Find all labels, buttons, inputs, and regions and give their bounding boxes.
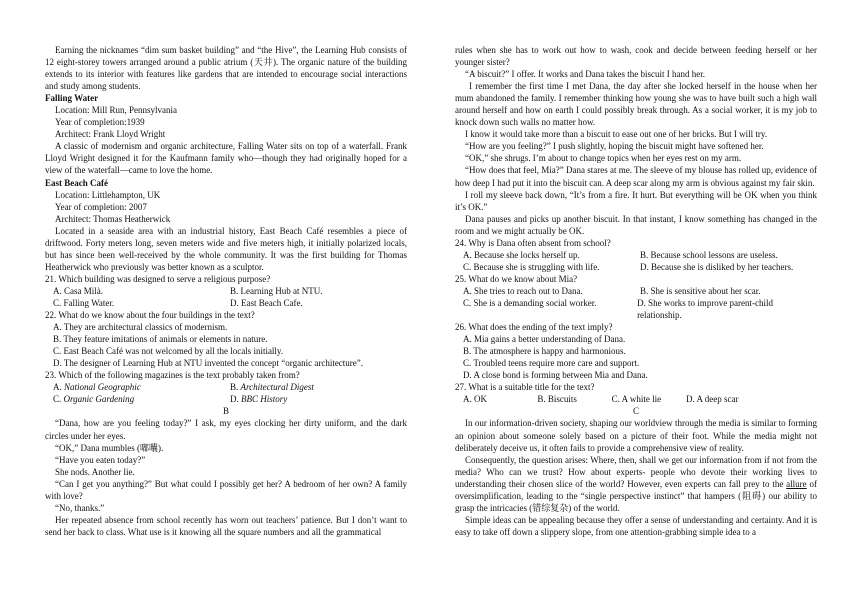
question-24-options-row-1 [455, 249, 817, 261]
passage-b-paragraph-2: “OK,” Dana mumbles (嘟囔). [55, 442, 164, 453]
east-beach-cafe-architect: Architect: Thomas Heatherwick [55, 213, 171, 224]
question-26: 26. What does the ending of the text imply? [455, 322, 613, 333]
q21-option-a: A. Casa Milà. [53, 285, 103, 296]
q27-option-d: D. A deep scar [685, 394, 739, 405]
q27-option-b: B. Biscuits [537, 394, 577, 405]
q24-option-a: A. Because she locks herself up. [463, 249, 580, 260]
q21-option-b: B. Learning Hub at NTU. [230, 285, 323, 296]
passage-b-paragraph-3: “Have you eaten today?” [55, 454, 146, 465]
passage-c-paragraph-2-start: Consequently, the question arises: Where, then, shall we get our information from if not from the media? Who can we trust? How about experts- people who devote their working lives to understanding their chosen slice of the world? However, even experts can fall prey to the [455, 454, 817, 489]
passage-b-paragraph-9: I remember the first time I met Dana, the day after she locked herself in the house when her mum abandoned the family. I remember thinking how young she was to have built such a high wall around herself and how on earth I could possibly break through. As a social worker, it is my job to knock down such walls no matter how. [455, 81, 817, 128]
q24-option-d: D. Because she is disliked by her teachers. [640, 261, 794, 272]
q22-option-d: D. The designer of Learning Hub at NTU invented the concept “organic architecture”. [53, 358, 364, 369]
passage-b-paragraph-8: “A biscuit?” I offer. It works and Dana takes the biscuit I hand her. [465, 69, 706, 80]
question-25-options-row-2 [455, 297, 817, 321]
q27-option-c: C. A white lie [611, 394, 662, 405]
q23-option-b-letter: B. [230, 382, 241, 393]
hive-paragraph: Earning the nicknames “dim sum basket building” and “the Hive”, the Learning Hub consists of 12 eight-storey towers arranged around a public atrium (天井). The organic nature of the building extends to its interior with features like gardens that are intended to encourage social interactions and study among students. [45, 45, 407, 92]
falling-water-heading: Falling Water [45, 93, 99, 104]
question-25: 25. What do we know about Mia? [455, 273, 578, 284]
q23-option-d [230, 393, 287, 405]
passage-c-paragraph-2-end: of oversimplification, leading to the “single perspective instinct” that hampers (阻碍) our ability to grasp the intricacies (错综复杂) of the world. [455, 478, 817, 513]
q24-option-c: C. Because she is struggling with life. [463, 261, 600, 272]
question-21-options-row-1 [45, 285, 407, 297]
passage-b-paragraph-10: I know it would take more than a biscuit to ease out one of her bricks. But I will try. [465, 129, 768, 140]
passage-b-paragraph-1: “Dana, how are you feeling today?” I ask, my eyes clocking her dirty uniform, and the dark circles under her eyes. [45, 418, 407, 441]
q23-option-c-letter: C. [53, 394, 64, 405]
east-beach-cafe-description: Located in a seaside area with an industrial history, East Beach Café resembles a piece of driftwood. Forty meters long, seven meters wide and five meters high, it initially polarized locals, but has since been well-received by the whole community. It was the first building for Thomas Heatherwick who previously was better known as a sculptor. [45, 225, 407, 272]
left-column [45, 44, 407, 538]
east-beach-cafe-heading: East Beach Café [45, 177, 108, 188]
q23-option-b-text: Architectural Digest [240, 382, 314, 393]
q22-option-c: C. East Beach Café was not welcomed by all the locals initially. [53, 346, 284, 357]
question-23-options-row-1 [45, 381, 407, 393]
passage-b-paragraph-13: “How does that feel, Mia?” Dana stares at me. The sleeve of my blouse has rolled up, evidence of how deep I had put it into the biscuit can. A deep scar along my arm is obvious against my fair skin. [455, 165, 817, 188]
q23-option-a [53, 381, 230, 393]
passage-b-paragraph-11: “How are you feeling?” I push slightly, hoping the biscuit might have softened her. [465, 141, 764, 152]
question-24: 24. Why is Dana often absent from school? [455, 237, 611, 248]
q22-option-a: A. They are architectural classics of modernism. [53, 322, 228, 333]
q22-option-b: B. They feature imitations of animals or elements in nature. [53, 334, 268, 345]
question-23-options-row-2 [45, 393, 407, 405]
falling-water-description: A classic of modernism and organic architecture, Falling Water sits on top of a waterfall. Frank Lloyd Wright designed it for the Kaufmann family who—though they had originally hoped for a view of the waterfall—came to love the home. [45, 141, 407, 176]
q25-option-b: B. She is sensitive about her scar. [640, 285, 761, 296]
question-22: 22. What do we know about the four buildings in the text? [45, 310, 255, 321]
passage-b-paragraph-4: She nods. Another lie. [55, 466, 135, 477]
q26-option-a: A. Mia gains a better understanding of Dana. [463, 334, 626, 345]
q21-option-c: C. Falling Water. [53, 297, 115, 308]
passage-b-paragraph-7: Her repeated absence from school recently has worn out teachers’ patience. But I don’t want to send her back to class. What use is it knowing all the square numbers and all the grammatical [45, 514, 407, 537]
passage-b-paragraph-14: I roll my sleeve back down, “It’s from a fire. It hurt. But everything will be OK when you think it’s OK.” [455, 189, 817, 212]
question-25-options-row-1 [455, 285, 817, 297]
q26-option-d: D. A close bond is forming between Mia and Dana. [463, 370, 648, 381]
right-column [455, 44, 817, 538]
section-c-heading: C [632, 406, 639, 417]
q21-option-d: D. East Beach Cafe. [230, 297, 303, 308]
question-21-options-row-2 [45, 297, 407, 309]
passage-b-paragraph-6: “No, thanks.” [55, 502, 105, 513]
q23-option-c-text: Organic Gardening [63, 394, 135, 405]
q24-option-b: B. Because school lessons are useless. [640, 249, 778, 260]
q23-option-a-text: National Geographic [64, 382, 141, 393]
passage-c-paragraph-1: In our information-driven society, shaping our worldview through the media is similar to forming an opinion about someone solely based on a picture of their foot. While the media might not deliberately deceive us, it often fails to provide a comprehensive view of reality. [455, 418, 817, 453]
question-24-options-row-2 [455, 261, 817, 273]
q23-option-c [53, 393, 230, 405]
q25-option-a: A. She tries to reach out to Dana. [463, 285, 583, 296]
falling-water-year: Year of completion:1939 [55, 117, 145, 128]
east-beach-cafe-year: Year of completion: 2007 [55, 201, 147, 212]
falling-water-architect: Architect: Frank Lloyd Wright [55, 129, 166, 140]
section-b-heading: B [222, 406, 229, 417]
q26-option-c: C. Troubled teens require more care and support. [463, 358, 640, 369]
question-27: 27. What is a suitable title for the text? [455, 382, 595, 393]
question-21: 21. Which building was designed to serve a religious purpose? [45, 273, 271, 284]
passage-b-paragraph-7-cont: rules when she has to work out how to wash, cook and decide between feeding herself or her younger sister? [455, 45, 817, 68]
passage-c-paragraph-2 [455, 454, 817, 514]
q26-option-b: B. The atmosphere is happy and harmonious. [463, 346, 626, 357]
passage-b-paragraph-5: “Can I get you anything?” But what could I possibly get her? A bedroom of her own? A family with love? [45, 478, 407, 501]
q23-option-d-letter: D. [230, 394, 241, 405]
allure-underlined-word: allure [786, 478, 807, 489]
falling-water-location: Location: Mill Run, Pennsylvania [55, 105, 177, 116]
question-23: 23. Which of the following magazines is the text probably taken from? [45, 370, 300, 381]
east-beach-cafe-location: Location: Littlehampton, UK [55, 189, 161, 200]
question-27-options [455, 393, 817, 405]
q25-option-d: D. She works to improve parent-child relationship. [637, 297, 774, 321]
passage-c-paragraph-3: Simple ideas can be appealing because they offer a sense of understanding and certainty. And it is easy to take off down a slippery slope, from one attention-grabbing simple idea to a [455, 514, 817, 537]
q23-option-a-letter: A. [53, 382, 64, 393]
q23-option-d-text: BBC History [241, 394, 288, 405]
q25-option-c: C. She is a demanding social worker. [463, 297, 597, 308]
passage-b-paragraph-12: “OK,” she shrugs. I’m about to change topics when her eyes rest on my arm. [465, 153, 742, 164]
q23-option-b [230, 381, 314, 393]
q27-option-a: A. OK [463, 394, 487, 405]
passage-b-paragraph-15: Dana pauses and picks up another biscuit. In that instant, I know something has changed in the room and we might actually be OK. [455, 213, 817, 236]
